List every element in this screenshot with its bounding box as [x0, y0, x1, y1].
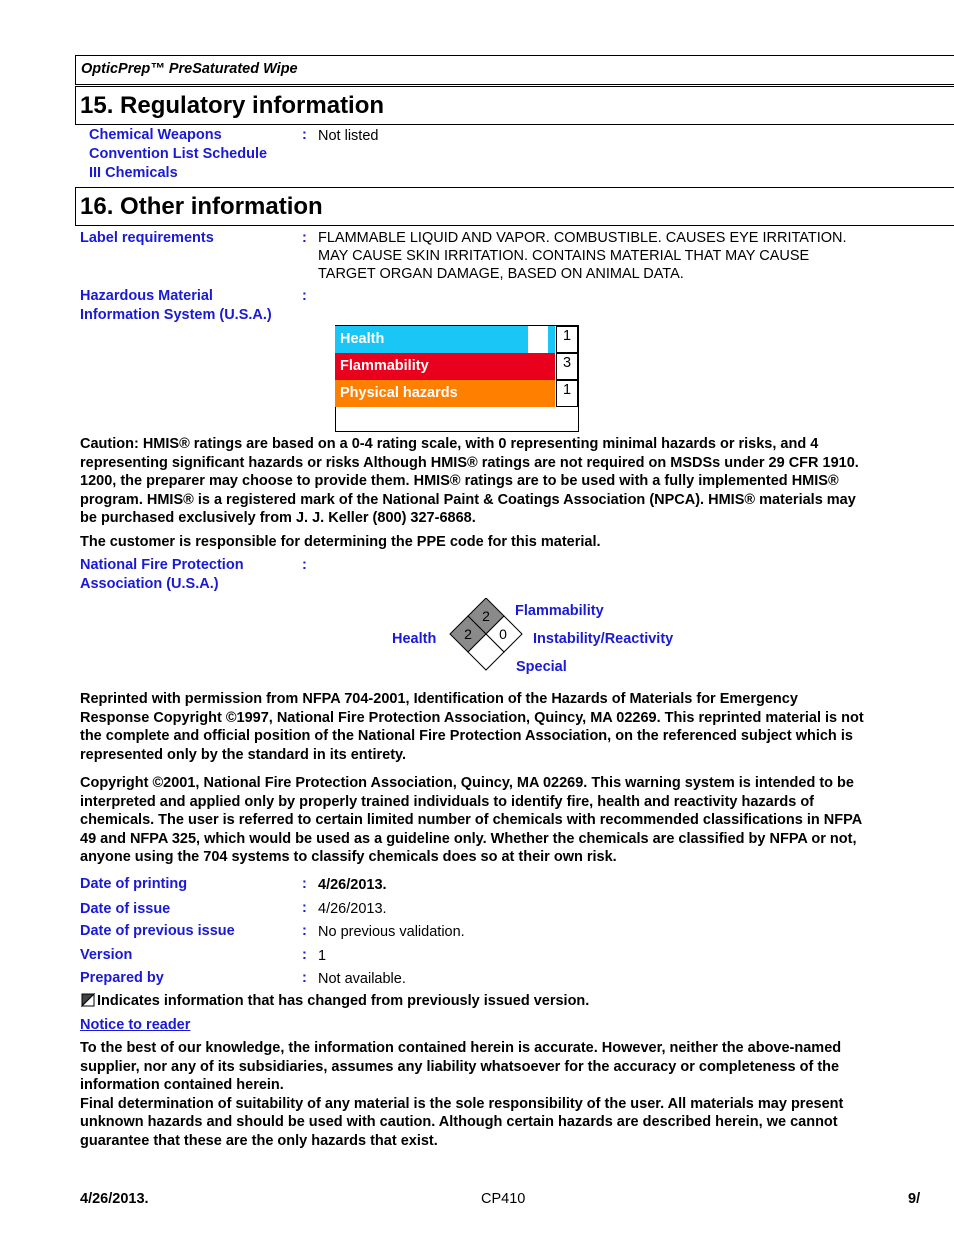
date-previous-value: No previous validation. [318, 924, 465, 940]
cwc-label: Chemical Weapons Convention List Schedule III Chemicals [89, 127, 268, 181]
nfpa-health-value: 2 [464, 626, 472, 642]
prepared-by-colon: : [302, 970, 307, 986]
nfpa-instability-label: Instability/Reactivity [533, 631, 674, 647]
section-15-title: 15. Regulatory information [80, 92, 385, 119]
changed-note: Indicates information that has changed from previously issued version. [97, 993, 590, 1009]
footer-code: CP410 [481, 1191, 526, 1207]
date-issue-colon: : [302, 900, 307, 916]
product-header [75, 55, 954, 85]
date-issue-label: Date of issue [80, 901, 171, 917]
hmis-physical-label: Physical hazards [335, 380, 555, 407]
label-requirements-label: Label requirements [80, 230, 214, 246]
hmis-health-value: 1 [556, 326, 578, 353]
date-previous-colon: : [302, 923, 307, 939]
hmis-label: Hazardous Material Information System (U.S.A.) [80, 288, 272, 323]
date-printing-label: Date of printing [80, 876, 188, 892]
hmis-colon: : [302, 288, 307, 304]
cwc-colon: : [302, 127, 307, 143]
section-15-header [75, 86, 954, 125]
footer-date: 4/26/2013. [80, 1191, 149, 1207]
footer-page: 9/ [908, 1191, 921, 1207]
hmis-health-stripe [548, 326, 555, 353]
version-colon: : [302, 947, 307, 963]
nfpa-flammability-label: Flammability [515, 603, 604, 619]
version-value: 1 [318, 948, 327, 964]
notice-to-reader-title: Notice to reader [80, 1017, 191, 1033]
nfpa-colon: : [302, 557, 307, 573]
section-16-header [75, 187, 954, 226]
notice-to-reader-text: To the best of our knowledge, the information contained herein is accurate. However, neither the above-named supplier, nor any of its subsidiaries, assumes any liability whatsoever for the accuracy or completeness of the information contained herein. Final determination of suitability of any material is the sole responsibility of the user. All materials may present unknown hazards and should be used with caution. Although certain hazards are described herein, we cannot guarantee that these are the only hazards that exist. [80, 1040, 844, 1149]
prepared-by-label: Prepared by [80, 970, 164, 986]
hmis-caution: Caution: HMIS® ratings are based on a 0-4 rating scale, with 0 representing minimal hazards or risks, and 4 representing significant hazards or risks Although HMIS® ratings are not required on MSDSs under 29 CFR 1910. 1200, the preparer may choose to provide them. HMIS® ratings are to be used with a fully implemented HMIS® program. HMIS® is a registered mark of the National Paint & Coatings Association (NPCA). HMIS® materials may be purchased exclusively from J. J. Keller (800) 327-6868. [80, 436, 859, 526]
version-label: Version [80, 947, 133, 963]
label-requirements-colon: : [302, 230, 307, 246]
hmis-flammability-row [335, 353, 578, 380]
hmis-chronic-box [528, 326, 548, 353]
date-previous-label: Date of previous issue [80, 923, 235, 939]
date-printing-colon: : [302, 876, 307, 892]
nfpa-label: National Fire Protection Association (U.S.A.) [80, 557, 244, 592]
nfpa-copyright-notice: Copyright ©2001, National Fire Protection Association, Quincy, MA 02269. This warning system is intended to be interpreted and applied only by properly trained individuals to identify fire, health and reactivity hazards of chemicals. The user is referred to certain limited number of chemicals with recommended classifications in NFPA 49 and NFPA 325, which would be used as a guideline only. Whether the chemicals are classified by NFPA or not, anyone using the 704 systems to classify chemicals does so at their own risk. [80, 775, 863, 865]
date-printing-value: 4/26/2013. [318, 877, 387, 893]
nfpa-special-label: Special [516, 659, 567, 675]
date-issue-value: 4/26/2013. [318, 901, 387, 917]
hmis-physical-row [335, 380, 578, 407]
nfpa-health-label: Health [392, 631, 437, 647]
ppe-note: The customer is responsible for determining the PPE code for this material. [80, 534, 601, 550]
hmis-health-label: Health [335, 326, 528, 353]
hmis-flammability-value: 3 [556, 353, 578, 380]
hmis-flammability-label: Flammability [335, 353, 555, 380]
hmis-health-row [335, 326, 578, 353]
product-name: OpticPrep™ PreSaturated Wipe [81, 61, 298, 77]
changed-marker-icon [81, 993, 95, 1007]
nfpa-instability-value: 0 [499, 626, 507, 642]
hmis-physical-value: 1 [556, 380, 578, 407]
cwc-value: Not listed [318, 128, 379, 144]
prepared-by-value: Not available. [318, 971, 406, 987]
nfpa-diamond [447, 598, 525, 676]
section-16-title: 16. Other information [80, 193, 323, 220]
label-requirements-value: FLAMMABLE LIQUID AND VAPOR. COMBUSTIBLE. CAUSES EYE IRRITATION. MAY CAUSE SKIN IRRITATION. CONTAINS MATERIAL THAT MAY CAUSE TARGET ORGAN DAMAGE, BASED ON ANIMAL DATA. [318, 230, 847, 282]
nfpa-reprint-notice: Reprinted with permission from NFPA 704-2001, Identification of the Hazards of Materials for Emergency Response Copyright ©1997, National Fire Protection Association, Quincy, MA 02269. This reprinted material is not the complete and official position of the National Fire Protection Association, on the referenced subject which is represented only by the standard in its entirety. [80, 691, 864, 763]
nfpa-flammability-value: 2 [482, 608, 490, 624]
